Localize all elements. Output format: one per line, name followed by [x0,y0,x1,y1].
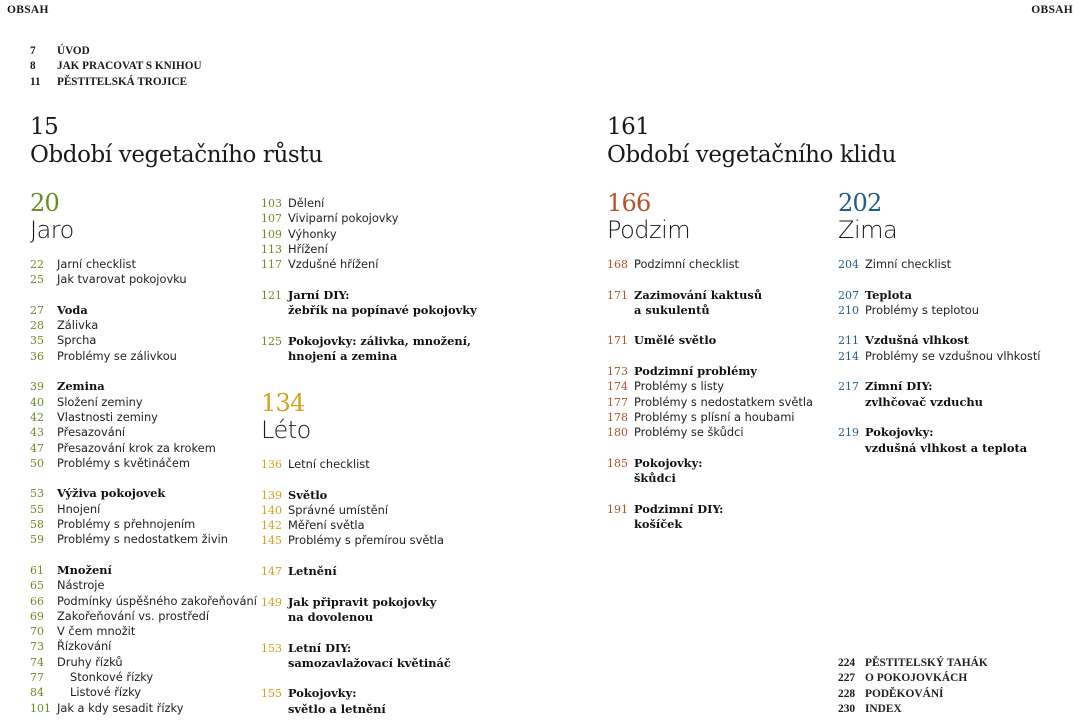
toc-entry-title: Problémy s teplotou [865,302,979,317]
toc-entry-title: samozavlažovací květináč [288,655,451,670]
toc-page-number: 228 [838,687,856,700]
toc-page-number: 40 [30,395,44,409]
season-winter [838,190,897,244]
season-title[interactable]: Jaro [30,216,74,244]
toc-page-number: 25 [30,273,44,287]
toc-entry-title: Pokojovky: [288,686,357,701]
toc-entry[interactable] [30,349,270,364]
toc-page-number: 65 [30,579,44,593]
toc-entry-title: Voda [57,302,88,317]
toc-entry[interactable] [30,517,270,532]
toc-entry-title: Viviparní pokojovky [288,211,399,226]
toc-page-number: 42 [30,410,44,424]
toc-page-number: 22 [30,258,44,271]
toc-entry-title: Správné umístění [288,502,388,517]
toc-entry[interactable] [261,518,501,533]
toc-page-number: 171 [607,334,628,348]
toc-entry[interactable] [838,395,1078,410]
toc-list-summer [261,457,501,717]
toc-entry[interactable] [261,641,501,656]
intro-label: PĚSTITELSKÁ TROJICE [57,75,188,88]
toc-entry-title: Řízkování [57,639,112,654]
toc-page-number: 230 [838,702,856,715]
list-spacer [607,318,847,333]
intro-item[interactable] [30,75,202,90]
toc-entry-title: Problémy s plísní a houbami [634,409,795,424]
toc-entry-title: Problémy s přehnojením [57,517,196,532]
list-spacer [838,318,1078,333]
toc-entry-title: PĚSTITELSKÝ TAHÁK [865,657,988,669]
intro-label: JAK PRACOVAT S KNIHOU [57,60,202,73]
list-spacer [261,625,501,640]
toc-entry[interactable] [838,379,1078,394]
toc-entry[interactable] [838,441,1078,456]
toc-entry[interactable] [30,333,270,348]
season-title[interactable]: Podzim [607,216,691,244]
season-title[interactable]: Zima [838,216,898,244]
toc-page-number: 107 [261,212,282,226]
intro-page-number: 7 [30,45,36,57]
toc-entry[interactable] [30,410,270,425]
toc-entry-title: Jarní DIY: [288,287,350,302]
toc-entry-title: Výživa pokojovek [57,486,166,501]
toc-entry[interactable] [838,425,1078,440]
toc-page-number: 155 [261,687,282,701]
toc-entry-title: Problémy s květináčem [57,455,191,470]
toc-entry[interactable] [261,349,501,364]
list-spacer [261,318,501,333]
toc-page-number: 219 [838,426,859,440]
list-spacer [261,272,501,287]
toc-entry-title: Přesazování [57,425,126,440]
season-page-number: 20 [30,189,59,217]
toc-entry[interactable] [30,425,270,440]
toc-page-number: 53 [30,487,44,501]
toc-entry-title: na dovolenou [288,609,374,624]
toc-entry[interactable] [261,334,501,349]
list-spacer [30,288,270,303]
toc-list-winter [838,257,1078,456]
toc-page-number: 140 [261,503,282,517]
list-spacer [607,486,847,501]
toc-entry-title: světlo a letnění [288,701,386,716]
toc-page-number: 178 [607,410,628,424]
toc-page-number: 210 [838,303,859,317]
list-spacer [607,272,847,287]
toc-entry-title: Množení [57,562,112,577]
part-page-number: 15 [30,114,59,140]
season-page-number: 202 [838,189,882,217]
toc-entry[interactable] [30,456,270,471]
toc-entry[interactable] [30,639,270,654]
toc-entry[interactable] [261,656,501,671]
toc-page-number: 125 [261,334,282,348]
toc-entry[interactable] [30,502,270,517]
list-spacer [261,579,501,594]
part-title[interactable]: Období vegetačního růstu [30,142,323,168]
toc-entry[interactable] [30,624,270,639]
toc-entry[interactable] [30,563,270,578]
toc-entry-title: Vlastnosti zeminy [57,409,158,424]
toc-entry[interactable] [607,333,847,348]
intro-page-number: 11 [30,75,41,88]
toc-entry[interactable] [607,379,847,394]
page-header-right: OBSAH [1031,4,1073,16]
toc-entry[interactable] [838,702,1078,717]
toc-page-number: 173 [607,365,628,379]
toc-page-number: 36 [30,349,44,363]
toc-page-number: 109 [261,227,282,241]
toc-entry-title: V čem množit [57,624,136,639]
part-growth [30,113,323,169]
toc-page-number: 142 [261,519,282,533]
list-spacer [30,471,270,486]
part-title[interactable]: Období vegetačního klidu [607,142,897,168]
toc-entry-title: Výhonky [288,226,337,241]
toc-entry-title: Stonkové řízky [70,670,154,685]
toc-entry[interactable] [838,257,1078,272]
toc-entry-title: Jak tvarovat pokojovku [57,272,187,287]
toc-entry[interactable] [30,441,270,456]
toc-entry-title: Hnojení [57,501,101,516]
toc-entry-title: Problémy s přemírou světla [288,533,444,548]
toc-entry-title: Letní DIY: [288,640,352,655]
toc-page-number: 70 [30,625,44,639]
toc-entry[interactable] [607,517,847,532]
toc-page-number: 145 [261,534,282,548]
intro-label: ÚVOD [57,45,90,57]
toc-page-number: 27 [30,303,44,317]
toc-entry[interactable] [30,578,270,593]
toc-entry[interactable] [261,303,501,318]
toc-entry[interactable] [607,303,847,318]
toc-entry-title: Pokojovky: [634,455,703,470]
toc-page-number: 217 [838,380,859,394]
toc-entry-title: Podzimní checklist [634,257,739,271]
toc-entry[interactable] [607,410,847,425]
toc-entry[interactable] [261,227,501,242]
toc-page-number: 113 [261,242,282,256]
toc-page-number: 139 [261,488,282,502]
toc-entry[interactable] [261,488,501,503]
toc-page-number: 35 [30,334,44,348]
toc-page-number: 171 [607,288,628,302]
toc-entry[interactable] [30,318,270,333]
toc-page-number: 47 [30,441,44,455]
toc-page-number: 43 [30,426,44,440]
list-spacer [30,364,270,379]
toc-page-number: 211 [838,334,859,348]
toc-entry-title: Jak připravit pokojovky [288,594,437,609]
intro-item[interactable] [30,44,202,59]
season-page-number: 166 [607,189,651,217]
toc-entry-title: škůdci [634,471,676,486]
toc-entry[interactable] [30,609,270,624]
toc-entry-title: Druhy řízků [57,654,123,669]
toc-page-number: 69 [30,609,44,623]
toc-entry-title: Letní checklist [288,457,370,471]
toc-entry-title: Problémy s nedostatkem živin [57,532,228,547]
toc-entry-title: Hřížení [288,241,328,256]
toc-entry[interactable] [607,364,847,379]
toc-entry[interactable] [30,272,270,287]
toc-entry[interactable] [30,257,270,272]
toc-entry-title: Dělení [288,196,325,210]
toc-entry[interactable] [261,702,501,717]
toc-entry-title: PODĚKOVÁNÍ [865,687,944,700]
toc-entry[interactable] [261,196,501,211]
toc-entry[interactable] [838,656,1078,671]
toc-page-number: 121 [261,288,282,302]
toc-entry[interactable] [30,670,270,685]
toc-page-number: 73 [30,640,44,654]
toc-page-number: 55 [30,502,44,516]
intro-item[interactable] [30,59,202,74]
toc-entry[interactable] [261,610,501,625]
season-title[interactable]: Léto [261,416,311,444]
list-spacer [838,272,1078,287]
toc-page-number: 103 [261,197,282,210]
toc-entry-title: hnojení a zemina [288,348,398,363]
toc-page-number: 174 [607,380,628,394]
toc-entry-title: Problémy se škůdci [634,425,744,440]
toc-page-number: 58 [30,518,44,532]
list-spacer [838,410,1078,425]
toc-page-number: 59 [30,533,44,547]
toc-entry[interactable] [838,671,1078,686]
toc-entry-title: Podzimní problémy [634,364,758,379]
toc-entry[interactable] [261,686,501,701]
toc-page-number: 149 [261,595,282,609]
toc-entry[interactable] [838,349,1078,364]
toc-list-appendix [838,656,1078,717]
toc-entry[interactable] [30,379,270,394]
toc-list-spring-continued [261,196,501,364]
toc-entry-title: Vzdušná vlhkost [865,333,969,348]
toc-page-number: 84 [30,686,44,700]
toc-page-number: 207 [838,288,859,302]
toc-entry-title: košíček [634,517,683,532]
toc-entry[interactable] [30,303,270,318]
toc-page-number: 227 [838,672,856,685]
toc-entry[interactable] [838,687,1078,702]
list-spacer [838,364,1078,379]
toc-page-number: 224 [838,657,856,669]
toc-entry-title: žebřík na popínavé pokojovky [288,303,477,318]
toc-entry-title: Jak a kdy sesadit řízky [57,700,184,715]
toc-entry-title: vzdušná vlhkost a teplota [865,440,1028,455]
toc-page-number: 28 [30,319,44,333]
toc-entry-title: Sprcha [57,333,97,348]
toc-entry-title: Zálivka [57,318,99,333]
list-spacer [607,441,847,456]
toc-entry[interactable] [30,594,270,609]
intro-list [30,44,202,90]
toc-entry-title: Podmínky úspěšného zakořeňování [57,593,257,608]
list-spacer [261,549,501,564]
toc-entry-title: zvlhčovač vzduchu [865,394,983,409]
toc-entry-title: Světlo [288,487,328,502]
toc-entry[interactable] [261,257,501,272]
toc-entry-title: Letnění [288,564,337,579]
toc-entry[interactable] [261,211,501,226]
toc-entry-title: Přesazování krok za krokem [57,440,216,455]
season-spring [30,190,74,244]
season-autumn [607,190,690,244]
toc-entry[interactable] [261,288,501,303]
toc-entry-title: Umělé světlo [634,333,717,348]
season-page-number: 134 [261,389,305,417]
toc-entry[interactable] [607,471,847,486]
part-page-number: 161 [607,114,650,140]
toc-entry-title: Pokojovky: zálivka, množení, [288,333,471,348]
toc-entry-title: Zakořeňování vs. prostředí [57,608,210,623]
list-spacer [261,671,501,686]
toc-entry-title: Vzdušné hřížení [288,257,379,272]
toc-entry-title: INDEX [865,702,902,715]
toc-entry[interactable] [607,456,847,471]
toc-entry[interactable] [261,533,501,548]
toc-list-spring [30,257,270,716]
toc-page-number: 66 [30,594,44,608]
toc-entry-title: Složení zeminy [57,394,143,409]
toc-entry-title: Problémy s nedostatkem světla [634,394,813,409]
toc-entry-title: Teplota [865,287,912,302]
toc-entry-title: Problémy s listy [634,379,724,394]
toc-entry[interactable] [607,502,847,517]
toc-entry-title: Listové řízky [70,685,142,700]
toc-list-autumn [607,257,847,532]
toc-entry[interactable] [261,242,501,257]
toc-entry[interactable] [30,655,270,670]
toc-page-number: 74 [30,655,44,669]
toc-entry[interactable] [30,395,270,410]
toc-entry-title: Zazimování kaktusů [634,287,763,302]
list-spacer [607,349,847,364]
toc-entry[interactable] [30,701,270,716]
toc-entry[interactable] [607,257,847,272]
intro-page-number: 8 [30,60,36,73]
toc-page-number: 147 [261,565,282,579]
toc-page-number: 101 [30,701,51,715]
toc-entry[interactable] [838,288,1078,303]
list-spacer [30,548,270,563]
toc-entry[interactable] [838,333,1078,348]
toc-page-number: 39 [30,380,44,394]
toc-page-number: 77 [30,671,44,685]
toc-page-number: 61 [30,563,44,577]
toc-entry-title: Zimní checklist [865,257,952,271]
toc-page-number: 180 [607,426,628,440]
toc-entry[interactable] [30,486,270,501]
toc-page-number: 136 [261,458,282,471]
toc-page-number: 204 [838,258,859,271]
part-rest [607,113,896,169]
toc-entry-title: O POKOJOVKÁCH [865,672,968,685]
toc-page-number: 177 [607,395,628,409]
toc-page-number: 117 [261,258,282,272]
toc-entry[interactable] [261,564,501,579]
toc-entry-title: Jarní checklist [57,257,136,271]
toc-entry[interactable] [607,425,847,440]
toc-page-number: 153 [261,641,282,655]
toc-page-number: 214 [838,349,859,363]
list-spacer [261,472,501,487]
toc-entry-title: Podzimní DIY: [634,501,724,516]
toc-entry-title: Pokojovky: [865,425,934,440]
toc-entry-title: Problémy se zálivkou [57,348,177,363]
toc-entry-title: Nástroje [57,578,105,593]
toc-entry[interactable] [607,395,847,410]
toc-page-number: 168 [607,258,628,271]
toc-entry-title: Měření světla [288,518,365,533]
toc-page-number: 185 [607,456,628,470]
toc-entry[interactable] [607,288,847,303]
toc-entry[interactable] [261,595,501,610]
page-header-left: OBSAH [7,4,49,16]
toc-entry[interactable] [30,685,270,700]
toc-page-number: 50 [30,456,44,470]
toc-entry[interactable] [838,303,1078,318]
toc-entry[interactable] [261,457,501,472]
toc-entry-title: Problémy se vzdušnou vlhkostí [865,348,1041,363]
toc-page-number: 191 [607,502,628,516]
toc-entry-title: a sukulentů [634,302,710,317]
toc-entry[interactable] [30,532,270,547]
toc-entry[interactable] [261,503,501,518]
toc-entry-title: Zemina [57,379,105,394]
toc-entry-title: Zimní DIY: [865,379,933,394]
